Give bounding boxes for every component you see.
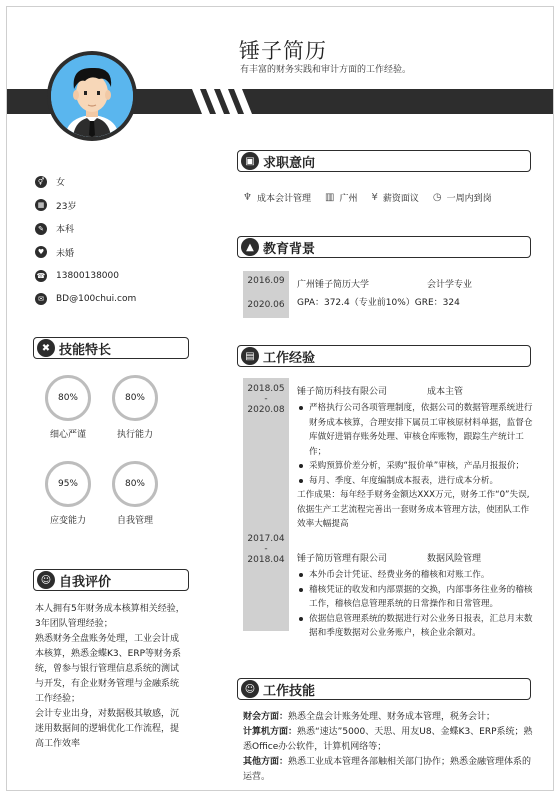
job-details [297,401,537,532]
skill-item [33,375,103,440]
intent-arrival: ◷ 一周内到岗 [432,192,492,204]
job-bullet: 每月、季度、年度编制成本报表，进行成本分析。 [297,474,537,489]
skill-label: 应变能力 [49,516,86,526]
intent-section-title: ▣ 求职意向 [237,150,531,172]
job-bullet: 稽核凭证的收发和内部票据的交换，内部事务往业务的稽核工作，稽核信息管理系统的日常操作和日常管理。 [297,583,537,612]
education-detail: GPA：372.4（专业前10%）GRE：324 [297,298,460,308]
info-row-education [35,217,205,241]
job-bullet: 本外币会计凭证、经费业务的稽核和对账工作。 [297,568,537,583]
job-result: 工作成果：每年经手财务金额达XXX万元，财务工作“0”失误,依据生产工艺流程完善出一套财务成本管理方法，使团队工作效率大幅提高 [297,490,530,529]
intent-position: ♆ 成本会计管理 [243,192,311,204]
personal-info [35,170,205,311]
intent-row [243,191,543,204]
work-skills-section-title: ☺ 工作技能 [237,678,531,700]
intent-salary: ¥ 薪资面议 [371,192,419,204]
skill-label: 执行能力 [116,430,153,440]
user-icon: ☺ [241,680,259,698]
work-skill-line: 计算机方面：熟悉“速达”5000、天思、用友U8、金蝶K3、ERP系统；熟悉Office办公软件，计算机网络等； [243,727,533,752]
avatar [47,51,137,141]
skill-ring: 95% [45,461,91,507]
money-icon: ¥ [371,192,378,203]
skill-ring: 80% [112,375,158,421]
info-marital: 未婚 [56,248,75,259]
info-age: 23岁 [56,201,77,212]
info-row-email [35,288,205,312]
info-phone: 13800138000 [56,270,119,281]
skills-section-title: ✖ 技能特长 [33,337,189,359]
work-skill-line: 其他方面：熟悉工业成本管理各部触相关部门协作；熟悉金融管理体系的运营。 [243,757,532,782]
briefcase-icon: ▣ [241,152,259,170]
info-education: 本科 [56,225,75,236]
job-company: 锤子简历管理有限公司 [297,554,388,564]
info-row-gender [35,170,205,194]
education-section-title: ▲ 教育背景 [237,236,531,258]
skill-item [100,375,170,440]
clock-icon: ◷ [432,192,442,203]
gender-icon: ⚥ [35,176,47,188]
user-icon: ☺ [37,571,55,589]
job-bullet: 严格执行公司各项管理制度，依据公司的数据管理系统进行财务成本核算，合理安排下属员工审核原材料单据，监督仓库做好进销存账务处理、审核仓库账物，跟踪生产统计工作； [297,401,537,459]
self-eval-text: 本人拥有5年财务成本核算相关经验， 3年团队管理经验； 熟悉财务全盘账务处理，工业会计成 本核算，熟悉金蝶K3、ERP等财务系 统，曾参与银行管理信息系统的测试 与开发，有企业财务管理与金融系统 工作经验； 会计专业出身，对数据极其敏感，沉 迷用数据间的逻辑优化工作流程，提 高工作效率 [35,604,185,749]
mail-icon: ✉ [35,293,47,305]
graduation-cap-icon: ▲ [241,238,259,256]
job-bullet: 依据信息管理系统的数据进行对公业务日报表，汇总月末数据和季度数据对公业务账户，核企业余额对。 [297,612,537,641]
skill-item [100,461,170,526]
skill-ring: 80% [112,461,158,507]
education-school: 广州锤子简历大学 [297,280,370,290]
calendar-icon: ▦ [35,199,47,211]
building-icon: ▥ [324,192,335,203]
education-dates: 2016.09 2020.06 [243,271,289,318]
resume-page [6,6,554,791]
job-role: 成本主管 [427,387,464,397]
job-role: 数据风险管理 [427,554,482,564]
skill-item [33,461,103,526]
heart-icon: ♥ [35,246,47,258]
work-skills-text [243,710,538,785]
resume-subtitle: 有丰富的财务实践和审计方面的工作经验。 [240,65,412,75]
work-dates-column: 2018.05 - 2020.08 2017.04 - 2018.04 [243,378,289,631]
info-row-age [35,194,205,218]
skill-label: 细心严谨 [49,430,86,440]
info-row-phone [35,264,205,288]
info-row-marital [35,241,205,265]
person-avatar-icon [51,55,133,137]
tools-icon: ✖ [37,339,55,357]
job-bullet: 采购预算价差分析，采购“报价单”审核，产品月报报价； [297,459,537,474]
job-details [297,568,537,641]
resume-name: 锤子简历 [239,39,327,63]
job-company: 锤子简历科技有限公司 [297,387,388,397]
work-section-title: ▤ 工作经验 [237,345,531,367]
band-stripes [192,89,262,114]
education-icon: ✎ [35,223,47,235]
info-gender: 女 [56,178,66,189]
tie-icon: ♆ [243,192,252,203]
phone-icon: ☎ [36,271,46,280]
work-skill-line: 财会方面：熟悉全盘会计账务处理、财务成本管理，税务会计； [243,712,496,722]
education-major: 会计学专业 [427,280,473,290]
briefcase-icon: ▤ [241,347,259,365]
info-email: BD@100chui.com [56,294,137,305]
skill-label: 自我管理 [116,516,153,526]
self-eval-section-title: ☺ 自我评价 [33,569,189,591]
intent-city: ▥ 广州 [324,192,358,204]
skill-ring: 80% [45,375,91,421]
